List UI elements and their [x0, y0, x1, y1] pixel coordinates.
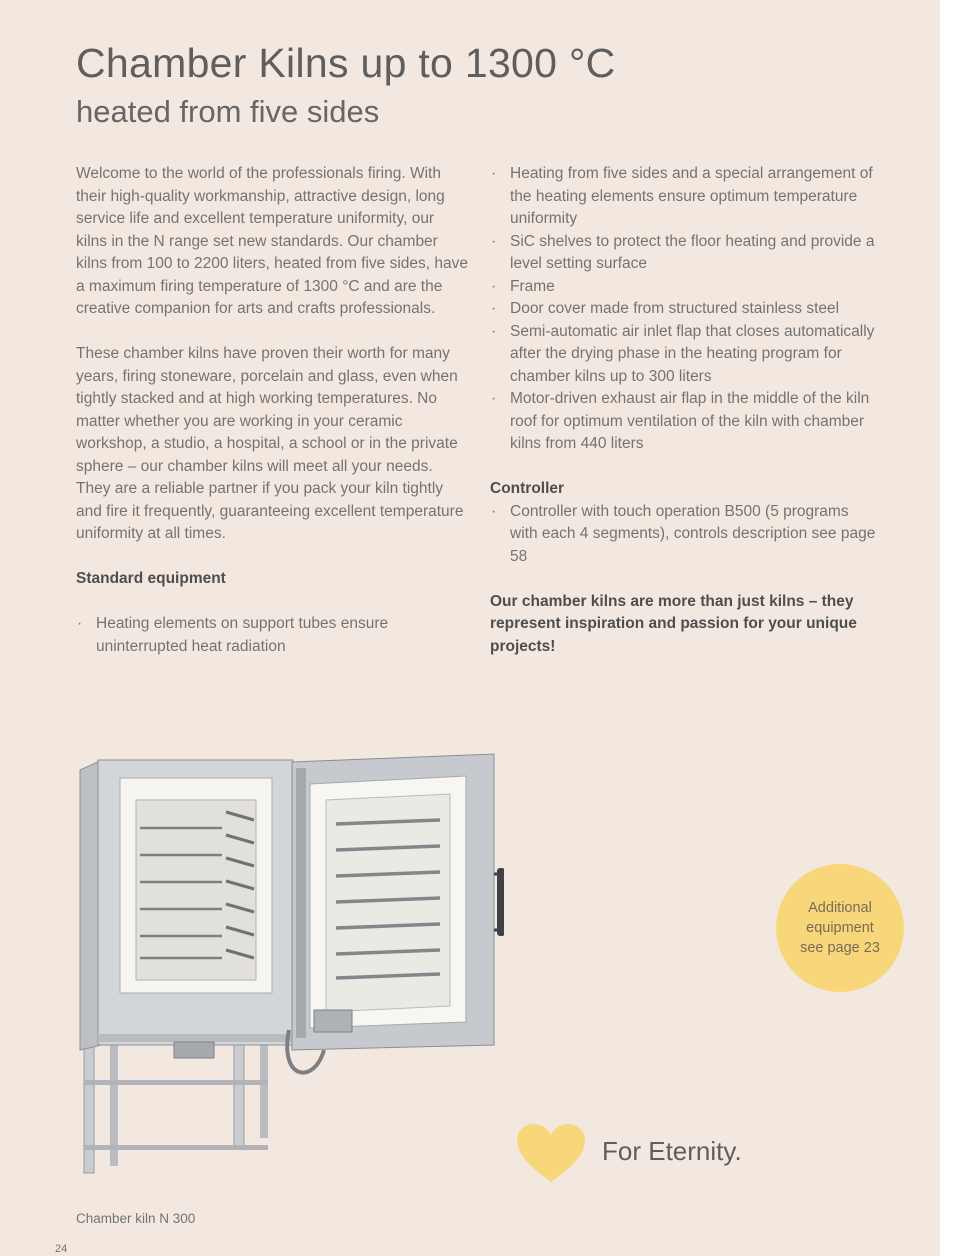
heart-icon [515, 1122, 587, 1184]
kiln-illustration [74, 750, 504, 1180]
badge-line: Additional [808, 900, 872, 916]
list-item-text: SiC shelves to protect the floor heating and provide a level setting surface [510, 232, 875, 272]
list-item [490, 163, 880, 231]
intro-paragraph: Welcome to the world of the professionals firing. With their high-quality workmanship, attractive design, long service life and excellent temperature uniformity, our kilns in the N range set new standards. Our chamber kilns from 100 to 2200 liters, heated from five sides, have a maximum firing temperature of 1300 °C and are the creative companion for arts and crafts professionals. [76, 165, 469, 317]
list-item-text: Door cover made from structured stainless steel [510, 300, 840, 317]
page-edge [940, 0, 960, 1256]
image-caption: Chamber kiln N 300 [76, 1211, 196, 1226]
page-subtitle: heated from five sides [76, 94, 380, 129]
left-column [76, 163, 468, 681]
kiln-photo [74, 750, 504, 1180]
intro-paragraph: These chamber kilns have proven their worth for many years, firing stoneware, porcelain and glass, even when tightly stacked and at high working temperatures. No matter whether you are working in your ceramic workshop, a studio, a hospital, a school or in the private sphere – our chamber kilns will meet all your needs. They are a reliable partner if you pack your kiln tightly and fire it frequently, guaranteeing excellent temperature uniformity at all times. [76, 345, 464, 542]
tagline: Our chamber kilns are more than just kilns – they represent inspiration and passion for your unique projects! [490, 592, 857, 655]
list-item-text: Motor-driven exhaust air flap in the middle of the kiln roof for optimum ventilation of the kiln with chamber kilns from 440 liters [510, 390, 870, 452]
list-item [76, 613, 468, 658]
controller-list [490, 501, 880, 569]
right-column [490, 163, 880, 681]
standard-equipment-list-continued [490, 163, 880, 456]
list-item-text: Frame [510, 277, 555, 295]
list-item [490, 501, 880, 569]
list-item-text: Semi-automatic air inlet flap that closes automatically after the drying phase in the heating program for chamber kilns up to 300 liters [510, 322, 875, 385]
list-item [490, 231, 880, 276]
bullet-icon: · [491, 300, 497, 317]
bullet-icon: · [491, 390, 497, 407]
list-item-text: Controller with touch operation B500 (5 programs with each 4 segments), controls description see page 58 [510, 502, 876, 565]
bullet-icon: · [491, 277, 497, 295]
list-item-text: Heating elements on support tubes ensure uninterrupted heat radiation [96, 615, 389, 655]
badge-text [800, 898, 880, 958]
additional-equipment-badge [776, 864, 904, 992]
badge-line: see page 23 [800, 940, 880, 956]
bullet-icon: · [491, 322, 497, 340]
list-item [490, 276, 880, 299]
list-item [490, 388, 880, 456]
bullet-icon: · [491, 165, 497, 182]
list-item [490, 321, 880, 389]
controller-heading: Controller [490, 480, 565, 497]
badge-line: equipment [806, 920, 874, 936]
list-item-text: Heating from five sides and a special arrangement of the heating elements ensure optimum temperature uniformity [510, 165, 873, 227]
bullet-icon: · [491, 502, 497, 520]
page-number: 24 [55, 1243, 68, 1255]
bullet-icon: · [77, 615, 83, 632]
list-item [490, 298, 880, 321]
page-title: Chamber Kilns up to 1300 °C [76, 40, 616, 86]
bullet-icon: · [491, 232, 497, 250]
slogan: For Eternity. [602, 1136, 742, 1166]
standard-equipment-list [76, 613, 468, 658]
standard-equipment-heading: Standard equipment [76, 570, 226, 587]
